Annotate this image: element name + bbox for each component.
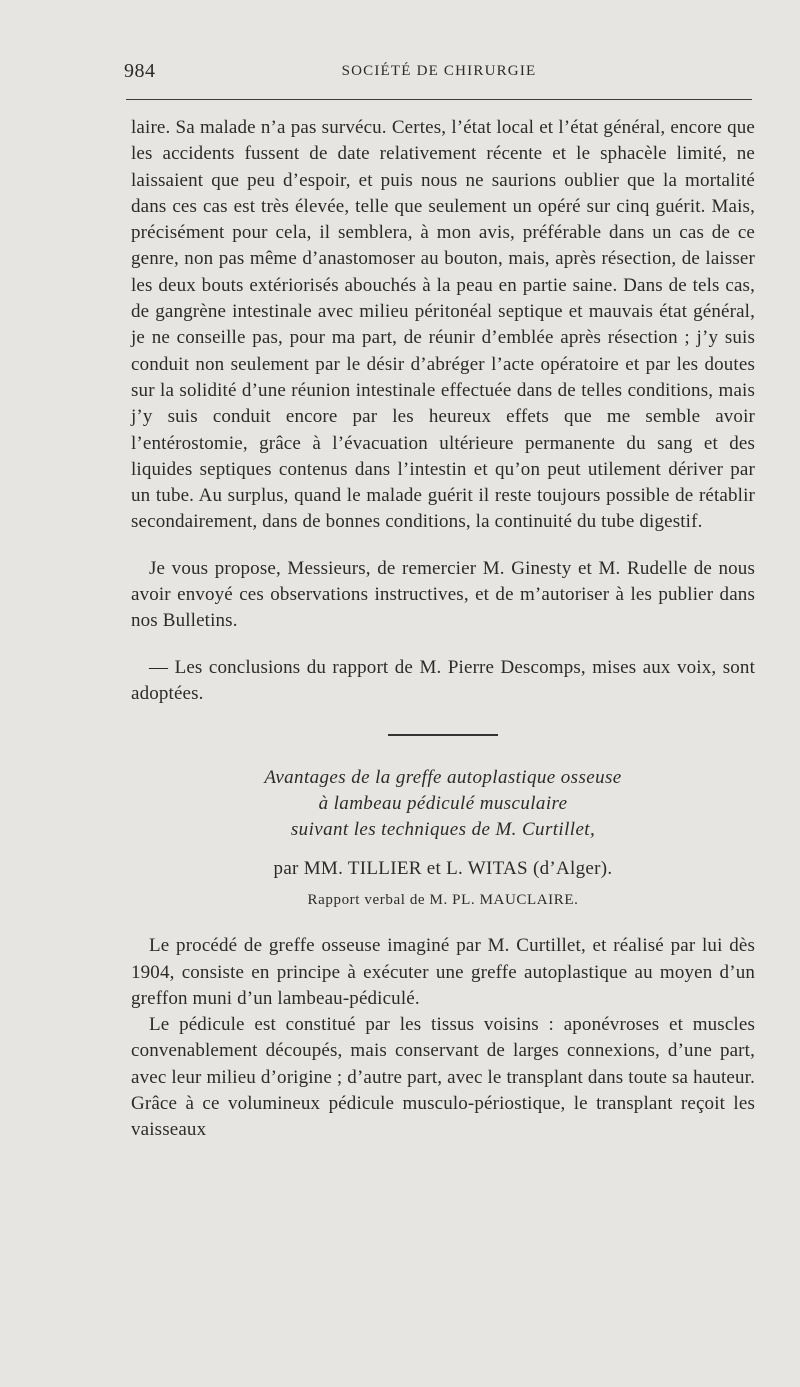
header-rule	[126, 99, 752, 100]
paragraph-conclusions: — Les conclusions du rapport de M. Pierre Descomps, mises aux voix, sont adoptées.	[131, 656, 755, 704]
paragraph-pedicle: Le pédicule est constitué par les tissus voisins : aponévroses et muscles convenablement découpés, mais conservant de larges connexions, d’une part, avec leur milieu d’origine ; d’autre part, avec le transplant dans toute sa hauteur. Grâce à ce volumineux pédicule musculo-périostique, le transplant reçoit les vaisseaux	[131, 1014, 755, 1141]
running-head: SOCIÉTÉ DE CHIRURGIE	[341, 63, 537, 79]
article-authors: par MM. TILLIER et L. WITAS (d’Alger).	[273, 858, 613, 880]
paragraph-proposal: Je vous propose, Messieurs, de remercier M. Ginesty et M. Rudelle de nous avoir envoyé ces observations instructives, et de m’autoriser à les publier dans nos Bulletins.	[131, 557, 755, 632]
page-number: 984	[124, 60, 156, 82]
paragraph-continuation: laire. Sa malade n’a pas survécu. Certes, l’état local et l’état général, encore que les accidents fussent de date relativement récente et le sphacèle limité, ne laissaient que peu d’espoir, et puis nous ne saurions oublier que la mortalité dans ces cas est très élevée, telle que seulement un opéré sur cinq guérit. Mais, précisément pour cela, il semblera, à mon avis, préférable dans un cas de ce genre, non pas même d’anastomoser au bouton, mais, après résection, de laisser les deux bouts extériorisés abouchés à la peau en partie saine. Dans de tels cas, de gangrène intestinale avec milieu péritonéal septique et mauvais état général, je ne conseille pas, pour ma part, de réunir d’emblée après résection ; j’y suis conduit non seulement par le désir d’abréger l’acte opératoire et par les doutes sur la solidité d’une réunion intestinale effectuée dans de telles conditions, mais j’y suis conduit encore par les heureux effets que me semble avoir l’entérostomie, grâce à l’évacuation ultérieure permanente du sang et des liquides septiques contenus dans l’intestin et qu’on peut utilement dériver par un tube. Au surplus, quand le malade guérit il reste toujours possible de rétablir secondairement, dans de bonnes conditions, la continuité du tube digestif.	[131, 117, 755, 533]
page-header	[124, 58, 754, 88]
paragraph-procedure: Le procédé de greffe osseuse imaginé par M. Curtillet, et réalisé par lui dès 1904, consiste en principe à exécuter une greffe autoplastique au moyen d’un greffon muni d’un lambeau-pédiculé.	[131, 935, 755, 1009]
rapport-line: Rapport verbal de M. PL. MAUCLAIRE.	[307, 892, 579, 909]
section-separator	[388, 734, 498, 736]
article-title-line-1: Avantages de la greffe autoplastique osseuse	[264, 767, 622, 789]
article-title	[131, 765, 755, 843]
body-text	[131, 115, 755, 1144]
article-title-line-3: suivant les techniques de M. Curtillet,	[290, 819, 596, 841]
article-title-line-2: à lambeau pédiculé musculaire	[318, 793, 568, 815]
